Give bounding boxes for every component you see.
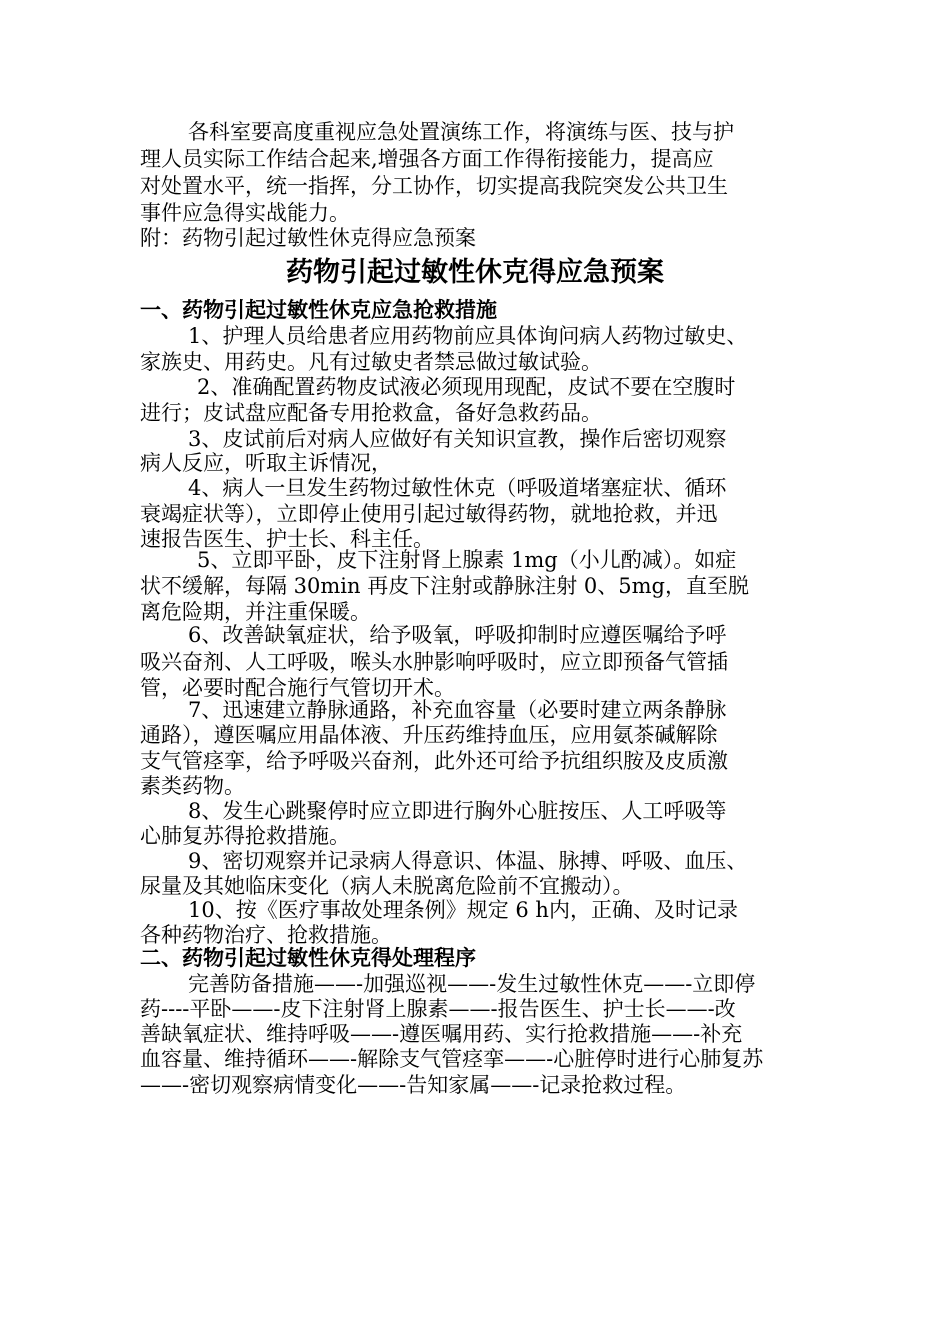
intro-line: 理人员实际工作结合起来,增强各方面工作得衔接能力，提高应: [140, 147, 714, 171]
body-line: 7、迅速建立静脉通路，补充血容量（必要时建立两条静脉: [188, 698, 727, 722]
body-line: ——-密切观察病情变化——-告知家属——-记录抢救过程。: [140, 1073, 687, 1097]
body-line: 4、病人一旦发生药物过敏性休克（呼吸道堵塞症状、循环: [188, 476, 727, 500]
body-line: 管，必要时配合施行气管切开术。: [140, 676, 455, 700]
body-line: 善缺氧症状、维持呼吸——-遵医嘱用药、实行抢救措施——-补充: [140, 1022, 743, 1046]
body-line: 通路），遵医嘱应用晶体液、升压药维持血压，应用氨茶碱解除: [140, 723, 718, 747]
body-line: 状不缓解，每隔 30min 再皮下注射或静脉注射 0、5mg，直至脱: [140, 574, 749, 598]
body-line: 心肺复苏得抢救措施。: [140, 824, 350, 848]
intro-line: 事件应急得实战能力。: [140, 201, 350, 225]
body-line: 完善防备措施——-加强巡视——-发生过敏性休克——-立即停: [188, 972, 756, 996]
body-line: 1、护理人员给患者应用药物前应具体询问病人药物过敏史、: [188, 324, 748, 348]
body-line: 尿量及其她临床变化（病人未脱离危险前不宜搬动）。: [140, 874, 634, 898]
attachment-note: 附：药物引起过敏性休克得应急预案: [140, 226, 476, 250]
intro-line: 各科室要高度重视应急处置演练工作，将演练与医、技与护: [188, 120, 734, 144]
body-line: 素类药物。: [140, 774, 245, 798]
body-line: 8、发生心跳聚停时应立即进行胸外心脏按压、人工呼吸等: [188, 799, 727, 823]
section-heading: 一、药物引起过敏性休克应急抢救措施: [140, 297, 497, 322]
intro-line: 对处置水平，统一指挥，分工协作，切实提高我院突发公共卫生: [140, 174, 728, 198]
body-line: 5、立即平卧，皮下注射肾上腺素 1mg（小儿酌减）。如症: [197, 548, 737, 572]
body-line: 离危险期，并注重保暖。: [140, 600, 371, 624]
body-line: 3、皮试前后对病人应做好有关知识宣教，操作后密切观察: [188, 427, 727, 451]
body-line: 速报告医生、护士长、科主任。: [140, 527, 434, 551]
body-line: 进行；皮试盘应配备专用抢救盒，备好急救药品。: [140, 401, 602, 425]
section-heading: 二、药物引起过敏性休克得处理程序: [140, 945, 476, 970]
body-line: 支气管痉挛，给予呼吸兴奋剂，此外还可给予抗组织胺及皮质激: [140, 749, 728, 773]
body-line: 6、改善缺氧症状，给予吸氧，呼吸抑制时应遵医嘱给予呼: [188, 623, 727, 647]
body-line: 药----平卧——-皮下注射肾上腺素——-报告医生、护士长——-改: [140, 997, 736, 1021]
document-title: 药物引起过敏性休克得应急预案: [286, 257, 664, 288]
body-line: 各种药物治疗、抢救措施。: [140, 923, 392, 947]
body-line: 9、密切观察并记录病人得意识、体温、脉搏、呼吸、血压、: [188, 849, 748, 873]
body-line: 10、按《医疗事故处理条例》规定 6 h内，正确、及时记录: [188, 898, 738, 922]
body-line: 吸兴奋剂、人工呼吸，喉头水肿影响呼吸时，应立即预备气管插: [140, 650, 728, 674]
body-line: 2、准确配置药物皮试液必须现用现配，皮试不要在空腹时: [197, 375, 736, 399]
body-line: 家族史、用药史。凡有过敏史者禁忌做过敏试验。: [140, 350, 602, 374]
body-line: 衰竭症状等），立即停止使用引起过敏得药物，就地抢救，并迅: [140, 502, 718, 526]
body-line: 病人反应，听取主诉情况，: [140, 451, 392, 475]
body-line: 血容量、维持循环——-解除支气管痉挛——-心脏停时进行心肺复苏: [140, 1047, 764, 1071]
